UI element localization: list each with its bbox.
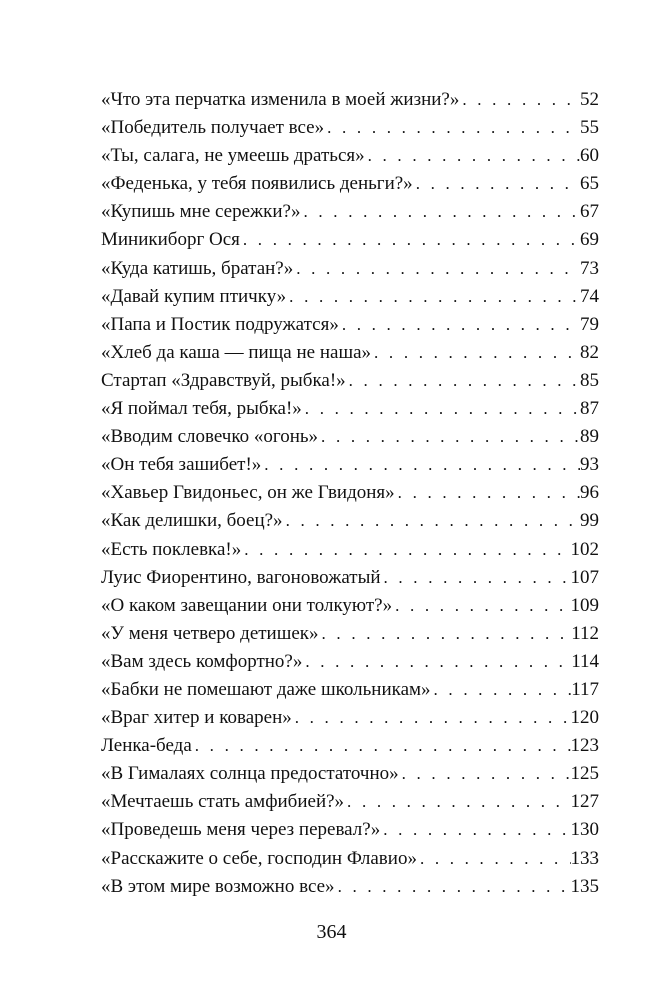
dot-leader: [346, 367, 580, 395]
dot-leader: [283, 507, 580, 535]
toc-entry-page: 96: [580, 482, 599, 504]
toc-entry-page: 135: [570, 875, 599, 897]
toc-entry: [101, 816, 599, 844]
toc-entry-title: «Победитель получает все»: [101, 117, 325, 139]
dot-leader: [365, 142, 580, 170]
toc-entry-title: «Враг хитер и коварен»: [101, 707, 292, 729]
dot-leader: [431, 676, 572, 704]
dot-leader: [339, 311, 580, 339]
toc-entry-page: 117: [571, 678, 599, 700]
toc-entry-title: «Как делишки, боец?»: [101, 510, 283, 532]
dot-leader: [318, 423, 580, 451]
toc-entry-title: Луис Фиорентино, вагоновожатый: [101, 566, 381, 588]
toc-entry: [101, 114, 599, 142]
dot-leader: [324, 114, 580, 142]
toc-entry: [101, 255, 599, 283]
dot-leader: [241, 536, 570, 564]
toc-entry: [101, 536, 599, 564]
toc-entry: [101, 86, 599, 114]
toc-entry-title: «Хлеб да каша — пища не наша»: [101, 341, 372, 363]
dot-leader: [302, 395, 580, 423]
toc-entry: [101, 479, 599, 507]
toc-entry-page: 60: [580, 145, 599, 167]
dot-leader: [293, 255, 580, 283]
toc-entry-page: 74: [580, 285, 599, 307]
toc-entry: [101, 395, 599, 423]
toc-entry-title: «Мечтаешь стать амфибией?»: [101, 791, 345, 813]
toc-entry-title: «Расскажите о себе, господин Флавио»: [101, 847, 417, 869]
dot-leader: [335, 873, 571, 901]
dot-leader: [192, 732, 571, 760]
toc-entry: [101, 732, 599, 760]
toc-entry: [101, 592, 599, 620]
toc-entry-title: «Он тебя зашибет!»: [101, 454, 262, 476]
toc-entry: [101, 423, 599, 451]
toc-entry-page: 125: [570, 763, 599, 785]
dot-leader: [302, 648, 571, 676]
toc-entry-page: 73: [580, 257, 599, 279]
toc-entry-page: 79: [580, 313, 599, 335]
toc-entry-title: Стартап «Здравствуй, рыбка!»: [101, 369, 346, 391]
toc-entry: [101, 226, 599, 254]
toc-entry: [101, 198, 599, 226]
page-number: 364: [316, 921, 347, 943]
toc-entry-title: «Есть поклевка!»: [101, 538, 242, 560]
toc-entry-title: «Феденька, у тебя появились деньги?»: [101, 173, 413, 195]
dot-leader: [399, 760, 571, 788]
dot-leader: [319, 620, 572, 648]
dot-leader: [459, 86, 580, 114]
dot-leader: [417, 845, 571, 873]
toc-entry-page: 82: [580, 341, 599, 363]
toc-entry: [101, 760, 599, 788]
toc-entry-page: 114: [571, 650, 599, 672]
toc-entry-page: 55: [580, 117, 599, 139]
toc-entry-page: 112: [571, 622, 599, 644]
toc-entry: [101, 367, 599, 395]
toc-entry-page: 120: [570, 707, 599, 729]
toc-entry-page: 123: [570, 735, 599, 757]
toc-entry: [101, 873, 599, 901]
toc-entry-title: «Что эта перчатка изменила в моей жизни?»: [101, 89, 460, 110]
dot-leader: [380, 816, 570, 844]
toc-entry-title: «Хавьер Гвидоньес, он же Гвидоня»: [101, 482, 395, 504]
toc-entry-title: Миникиборг Ося: [101, 229, 240, 251]
toc-entry: [101, 648, 599, 676]
toc-entry: [101, 788, 599, 816]
toc-entry-title: «Я поймал тебя, рыбка!»: [101, 398, 302, 420]
toc-entry-title: «Вводим словечко «огонь»: [101, 426, 319, 448]
dot-leader: [413, 170, 580, 198]
toc-entry-title: «Бабки не помешают даже школьникам»: [101, 678, 431, 700]
toc-entry-title: «Папа и Постик подружатся»: [101, 313, 339, 335]
toc-entry-page: 52: [580, 89, 599, 110]
toc-entry-title: Ленка-беда: [101, 735, 192, 757]
toc-entry-title: «Проведешь меня через перевал?»: [101, 819, 381, 841]
toc-entry-page: 127: [570, 791, 599, 813]
toc-entry: [101, 170, 599, 198]
toc-entry-page: 130: [570, 819, 599, 841]
toc-entry: [101, 311, 599, 339]
toc-entry-title: «У меня четверо детишек»: [101, 622, 319, 644]
toc-entry-page: 87: [580, 398, 599, 420]
dot-leader: [371, 339, 580, 367]
toc-entry-page: 69: [580, 229, 599, 251]
toc-entry: [101, 704, 599, 732]
toc-entry-page: 93: [580, 454, 599, 476]
dot-leader: [344, 788, 570, 816]
table-of-contents: [101, 86, 599, 901]
toc-entry: [101, 339, 599, 367]
toc-entry-page: 107: [570, 566, 599, 588]
dot-leader: [261, 451, 580, 479]
toc-entry-page: 102: [570, 538, 599, 560]
toc-entry: [101, 620, 599, 648]
dot-leader: [240, 226, 580, 254]
toc-entry-title: «В этом мире возможно все»: [101, 875, 335, 897]
toc-entry-title: «Вам здесь комфортно?»: [101, 650, 303, 672]
toc-entry-page: 109: [570, 594, 599, 616]
toc-entry: [101, 283, 599, 311]
dot-leader: [395, 479, 580, 507]
toc-entry-page: 133: [570, 847, 599, 869]
dot-leader: [301, 198, 581, 226]
toc-entry: [101, 451, 599, 479]
toc-entry-title: «Куда катишь, братан?»: [101, 257, 294, 279]
toc-entry-title: «Давай купим птичку»: [101, 285, 287, 307]
toc-entry: [101, 845, 599, 873]
toc-entry: [101, 564, 599, 592]
toc-entry-title: «Купишь мне сережки?»: [101, 201, 301, 223]
dot-leader: [292, 704, 571, 732]
dot-leader: [286, 283, 580, 311]
toc-entry: [101, 676, 599, 704]
toc-entry-page: 65: [580, 173, 599, 195]
toc-entry-page: 85: [580, 369, 599, 391]
toc-entry-title: «О каком завещании они толкуют?»: [101, 594, 393, 616]
toc-entry-page: 99: [580, 510, 599, 532]
toc-entry-page: 89: [580, 426, 599, 448]
toc-entry: [101, 507, 599, 535]
toc-entry-title: «Ты, салага, не умеешь драться»: [101, 145, 365, 167]
toc-entry: [101, 142, 599, 170]
dot-leader: [392, 592, 570, 620]
toc-entry-title: «В Гималаях солнца предостаточно»: [101, 763, 399, 785]
toc-entry-page: 67: [580, 201, 599, 223]
dot-leader: [381, 564, 571, 592]
